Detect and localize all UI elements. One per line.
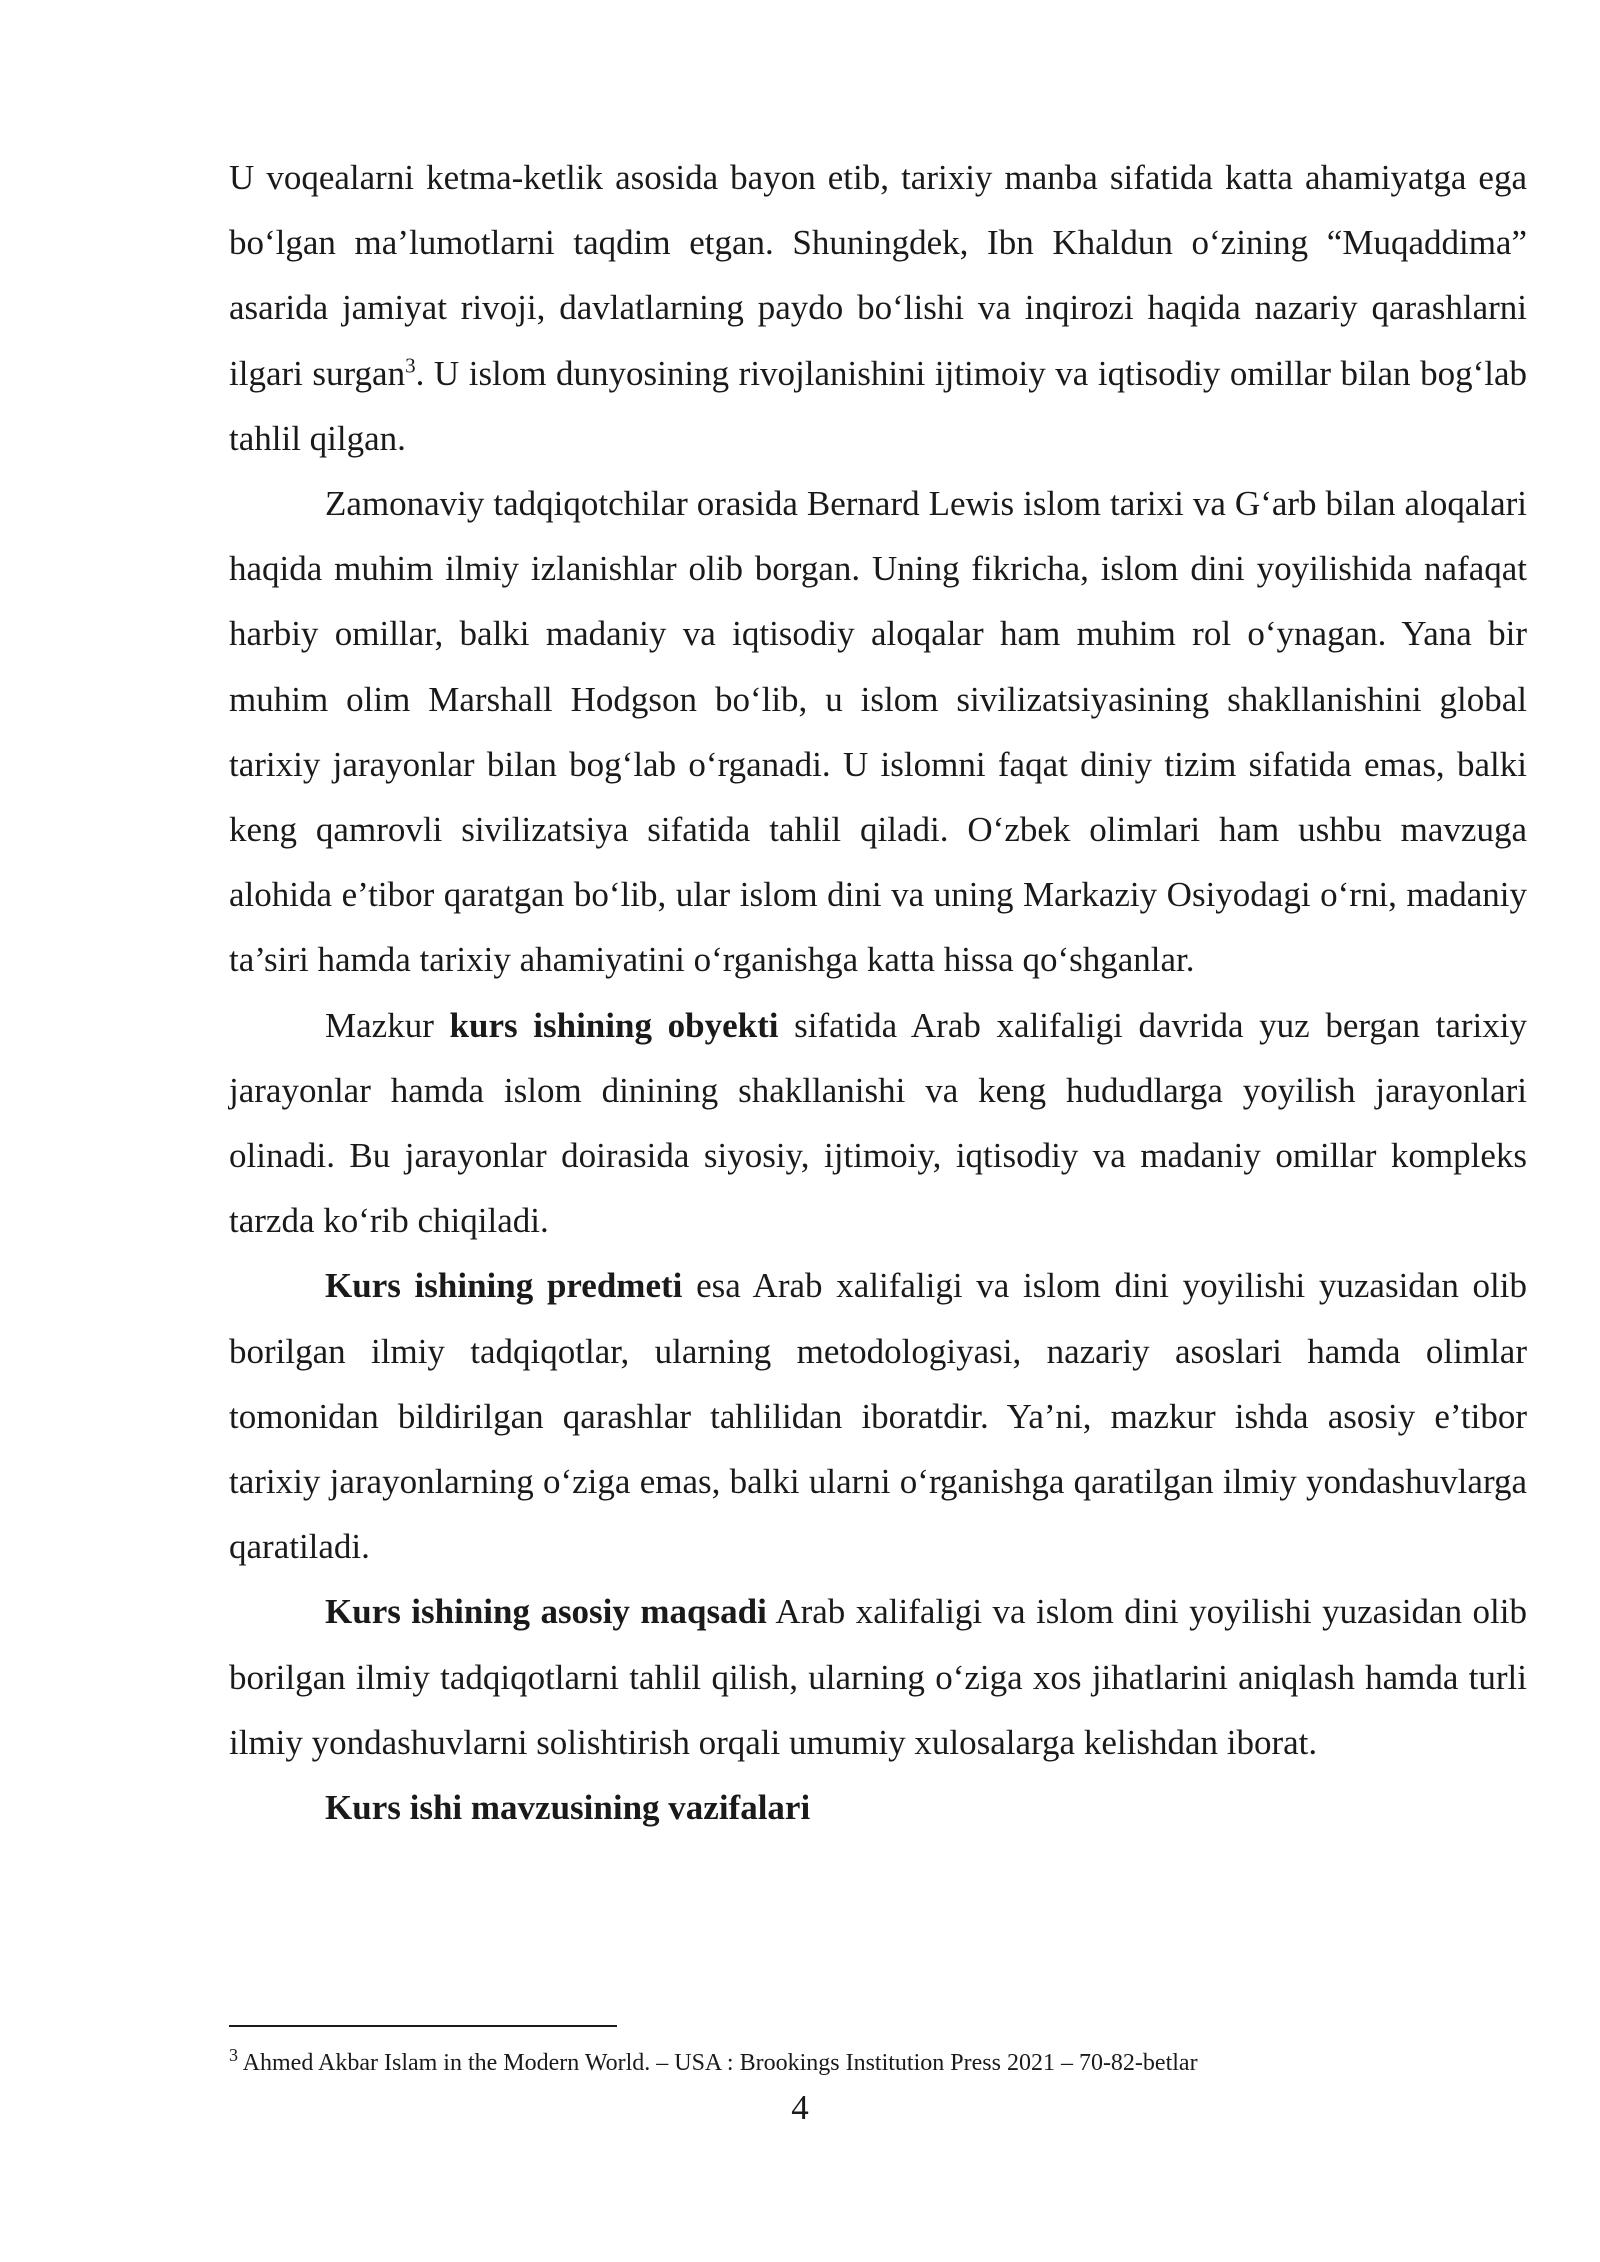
paragraph-5-bold-term: Kurs ishining asosiy maqsadi (325, 1592, 767, 1632)
paragraph-1-text-end: . U islom dunyosining rivojlanishini ijtimoiy va iqtisodiy omillar bilan bog‘lab tahlil qilgan. (229, 353, 1527, 458)
paragraph-1 (229, 145, 1527, 471)
footnote-reference[interactable]: 3 (405, 352, 416, 377)
paragraph-4 (229, 1253, 1527, 1579)
paragraph-2: Zamonaviy tadqiqotchilar orasida Bernard Lewis islom tarixi va G‘arb bilan aloqalari haqida muhim ilmiy izlanishlar olib borgan. Uning fikricha, islom dini yoyilishida nafaqat harbiy omillar, balki madaniy va iqtisodiy aloqalar ham muhim rol o‘ynagan. Yana bir muhim olim Marshall Hodgson bo‘lib, u islom sivilizatsiyasining shakllanishini global tarixiy jarayonlar bilan bog‘lab o‘rganadi. U islomni faqat diniy tizim sifatida emas, balki keng qamrovli sivilizatsiya sifatida tahlil qiladi. O‘zbek olimlari ham ushbu mavzuga alohida e’tibor qaratgan bo‘lib, ular islom dini va uning Markaziy Osiyodagi o‘rni, madaniy ta’siri hamda tarixiy ahamiyatini o‘rganishga katta hissa qo‘shganlar. (229, 484, 1527, 980)
paragraph-4-bold-term: Kurs ishining predmeti (325, 1266, 683, 1306)
paragraph-3-lead: Mazkur (325, 1005, 450, 1045)
section-heading: Kurs ishi mavzusining vazifalari (325, 1788, 811, 1828)
paragraph-5-text: Arab xalifaligi va islom dini yoyilishi yuzasidan olib borilgan ilmiy tadqiqotlarni tahlil qilish, ularning o‘ziga xos jihatlarini aniqlash hamda turli ilmiy yondashuvlarni solishtirish orqali umumiy xulosalarga kelishdan iborat. (229, 1592, 1527, 1762)
paragraph-1-text: U voqealarni ketma-ketlik asosida bayon etib, tarixiy manba sifatida katta ahamiyatga ega bo‘lgan ma’lumotlarni taqdim etgan. Shuningdek, Ibn Khaldun o‘zining “Muqaddima” asarida jamiyat rivoji, davlatlarning paydo bo‘lishi va inqirozi haqida nazariy qarashlarni ilgari surgan (229, 158, 1527, 393)
page-number: 4 (791, 2088, 809, 2127)
footnote-marker: 3 (229, 2045, 238, 2065)
footnote-text: Ahmed Akbar Islam in the Modern World. – USA : Brookings Institution Press 2021 – 70-82-betlar (238, 2050, 1198, 2076)
footnote (229, 2045, 1529, 2078)
paragraph-4-text: esa Arab xalifaligi va islom dini yoyilishi yuzasidan olib borilgan ilmiy tadqiqotlar, ularning metodologiyasi, nazariy asoslari hamda olimlar tomonidan bildirilgan qarashlar tahlilidan iboratdir. Ya’ni, mazkur ishda asosiy e’tibor tarixiy jarayonlarning o‘ziga emas, balki ularni o‘rganishga qaratilgan ilmiy yondashuvlarga qaratiladi. (229, 1266, 1527, 1567)
paragraph-3-bold-term: kurs ishining obyekti (449, 1005, 779, 1045)
paragraph-3 (229, 993, 1527, 1254)
paragraph-5 (229, 1579, 1527, 1775)
body-text (229, 145, 1527, 1840)
paragraph-3-text: sifatida Arab xalifaligi davrida yuz bergan tarixiy jarayonlar hamda islom dinining shakllanishi va keng hududlarga yoyilish jarayonlari olinadi. Bu jarayonlar doirasida siyosiy, ijtimoiy, iqtisodiy va madaniy omillar kompleks tarzda ko‘rib chiqiladi. (229, 1005, 1527, 1241)
footnote-divider (229, 2025, 617, 2027)
